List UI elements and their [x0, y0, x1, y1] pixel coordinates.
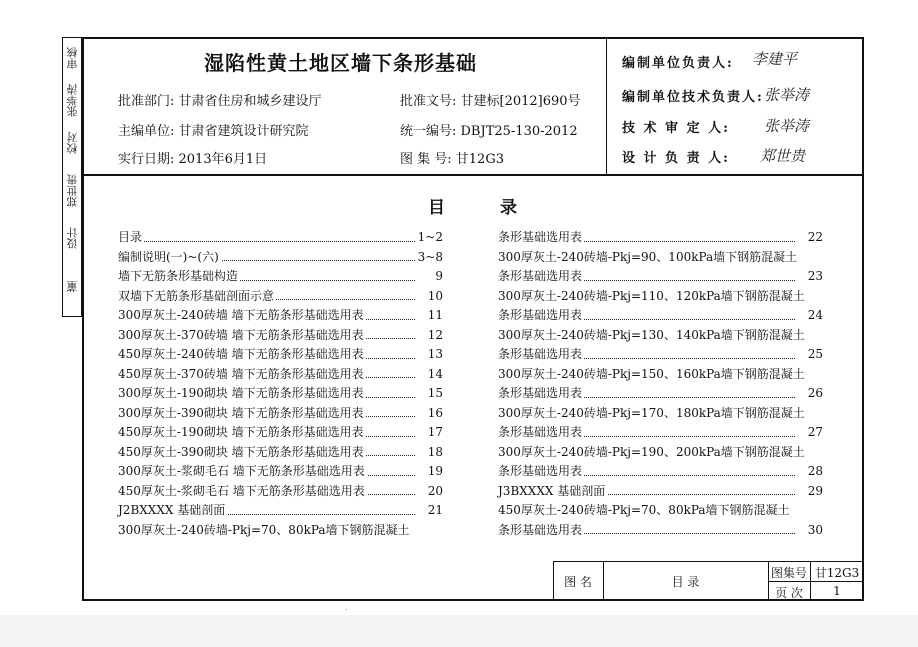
toc-entry-page: 27 — [795, 423, 823, 443]
toc-entry-title: 条形基础选用表 — [498, 308, 583, 322]
header-divider — [82, 174, 864, 176]
toc-entry-page: 13 — [415, 345, 443, 365]
page-number: 1 — [833, 584, 841, 598]
toc-heading-left: 目 — [428, 198, 445, 218]
toc-entry — [498, 365, 823, 385]
toc-entry-title: 条形基础选用表 — [498, 230, 583, 244]
toc-entry-title: 条形基础选用表 — [498, 347, 583, 361]
toc-entry — [118, 404, 443, 424]
toc-entry-page: 17 — [415, 423, 443, 443]
toc-entry — [498, 404, 823, 424]
drawing-name: 目 录 — [671, 575, 700, 589]
toc-entry-title: 300厚灰土-240砖墙-Pkj=170、180kPa墙下钢筋混凝土 — [498, 405, 805, 420]
toc-entry-page: 10 — [415, 287, 443, 307]
signoff-label: 编制单位技术负责人: — [622, 90, 764, 105]
toc-entry — [118, 423, 443, 443]
toc-entry — [498, 501, 823, 521]
toc-entry-page: 19 — [415, 462, 443, 482]
toc-entry — [498, 306, 823, 326]
toc-entry-title: 条形基础选用表 — [498, 464, 583, 478]
toc-entry-title: 300厚灰土-浆砌毛石 墙下无筋条形基础选用表 — [118, 464, 365, 478]
toc-entry — [498, 462, 823, 482]
sidebar-design-signature: 董 — [66, 281, 79, 293]
implementation-date: 实行日期: 2013年6月1日 — [118, 152, 268, 167]
signoff-label: 编制单位负责人: — [622, 56, 734, 71]
toc-left-column — [118, 228, 443, 540]
toc-entry — [498, 267, 823, 287]
signoff-signature: 张举涛 — [764, 117, 810, 135]
atlas-number: 图 集 号: 甘12G3 — [400, 152, 504, 167]
toc-entry — [498, 345, 823, 365]
toc-entry — [498, 287, 823, 307]
toc-entry — [118, 365, 443, 385]
toc-entry-title: 条形基础选用表 — [498, 386, 583, 400]
toc-entry-title: 450厚灰土-190砌块 墙下无筋条形基础选用表 — [118, 425, 364, 439]
toc-entry — [498, 443, 823, 463]
toc-entry-title: 300厚灰土-240砖墙-Pkj=70、80kPa墙下钢筋混凝土 — [118, 522, 410, 537]
toc-entry-page: 23 — [795, 267, 823, 287]
drawing-title: 湿陷性黄土地区墙下条形基础 — [204, 51, 477, 75]
toc-entry-page: 9 — [415, 267, 443, 287]
atlas-no-label: 图集号 — [770, 566, 807, 580]
toc-entry — [118, 306, 443, 326]
toc-entry — [118, 228, 443, 248]
toc-entry-page: 16 — [415, 404, 443, 424]
toc-entry-page: 18 — [415, 443, 443, 463]
page-label: 页 次 — [775, 586, 803, 600]
toc-entry — [498, 384, 823, 404]
toc-leader-dots — [118, 241, 415, 242]
toc-entry-title: 300厚灰土-370砖墙 墙下无筋条形基础选用表 — [118, 327, 364, 342]
toc-entry-title: 墙下无筋条形基础构造 — [118, 269, 239, 283]
toc-right-column — [498, 228, 823, 540]
toc-entry — [118, 501, 443, 521]
toc-entry-page: 29 — [795, 482, 823, 502]
toc-entry-title: 300厚灰土-240砖墙-Pkj=90、100kPa墙下钢筋混凝土 — [498, 249, 798, 264]
toc-entry-page: 11 — [415, 306, 443, 326]
toc-entry — [118, 384, 443, 404]
signoff-label: 设 计 负 责 人: — [622, 151, 730, 166]
toc-entry-page: 12 — [415, 326, 443, 346]
toc-entry — [498, 326, 823, 346]
signoff-signature: 李建平 — [752, 50, 798, 68]
toc-entry-page: 26 — [795, 384, 823, 404]
toc-entry-page: 14 — [415, 365, 443, 385]
toc-entry-page: 22 — [795, 228, 823, 248]
toc-entry — [498, 228, 823, 248]
toc-entry — [118, 345, 443, 365]
toc-entry-title: 300厚灰土-240砖墙-Pkj=150、160kPa墙下钢筋混凝土 — [498, 366, 805, 381]
toc-entry-title: 300厚灰土-190砌块 墙下无筋条形基础选用表 — [118, 386, 364, 400]
signoff-signature: 张举涛 — [764, 86, 810, 104]
approval-sidebar — [62, 37, 82, 317]
toc-entry — [498, 248, 823, 268]
toc-entry — [118, 267, 443, 287]
scan-background — [0, 615, 918, 647]
toc-entry-page: 20 — [415, 482, 443, 502]
toc-entry-page: 24 — [795, 306, 823, 326]
toc-entry-title: 450厚灰土-240砖墙-Pkj=70、80kPa墙下钢筋混凝土 — [498, 503, 790, 517]
toc-entry-page: 25 — [795, 345, 823, 365]
toc-entry — [118, 248, 443, 268]
toc-entry — [498, 423, 823, 443]
toc-entry — [118, 482, 443, 502]
sidebar-review-label: 审核 — [66, 47, 79, 69]
atlas-no-value: 甘12G3 — [814, 566, 860, 580]
toc-entry-title: 300厚灰土-240砖墙-Pkj=130、140kPa墙下钢筋混凝土 — [498, 327, 805, 342]
toc-entry-title: 条形基础选用表 — [498, 425, 583, 439]
toc-entry-title: 目录 — [118, 230, 143, 244]
sidebar-proof-label: 校对 — [66, 132, 79, 154]
toc-entry — [118, 287, 443, 307]
unified-number: 统一编号: DBJT25-130-2012 — [400, 124, 578, 139]
toc-entry-title: 300厚灰土-240砖墙-Pkj=110、120kPa墙下钢筋混凝土 — [498, 288, 805, 303]
signoff-label: 技 术 审 定 人: — [622, 121, 730, 136]
drawing-name-label: 图 名 — [564, 575, 592, 589]
toc-entry — [118, 326, 443, 346]
titleblock-top-line — [553, 561, 864, 562]
titleblock-mid-line — [768, 581, 864, 582]
toc-entry-title: 300厚灰土-390砌块 墙下无筋条形基础选用表 — [118, 405, 364, 420]
toc-entry — [118, 462, 443, 482]
toc-entry-page: 3~8 — [415, 248, 443, 268]
toc-entry-title: 300厚灰土-240砖墙 墙下无筋条形基础选用表 — [118, 308, 364, 322]
toc-entry-page: 21 — [415, 501, 443, 521]
toc-entry-page: 28 — [795, 462, 823, 482]
toc-entry-title: 450厚灰土-370砖墙 墙下无筋条形基础选用表 — [118, 366, 364, 381]
toc-entry-title: 编制说明(一)~(六) — [118, 249, 219, 264]
toc-entry-title: 双墙下无筋条形基础剖面示意 — [118, 288, 275, 303]
sidebar-review-signature: 张举涛 — [66, 84, 79, 117]
editor-unit: 主编单位: 甘肃省建筑设计研究院 — [118, 124, 309, 139]
toc-entry — [498, 521, 823, 541]
signoff-signature: 郑世贵 — [760, 147, 806, 165]
scan-speck — [346, 609, 347, 610]
toc-entry-title: J3BXXXX 基础剖面 — [498, 483, 606, 498]
toc-entry — [118, 443, 443, 463]
toc-entry-title: 450厚灰土-240砖墙 墙下无筋条形基础选用表 — [118, 347, 364, 361]
toc-entry-title: 300厚灰土-240砖墙-Pkj=190、200kPa墙下钢筋混凝土 — [498, 444, 805, 459]
toc-entry-page: 30 — [795, 521, 823, 541]
toc-entry — [118, 521, 443, 541]
toc-entry — [498, 482, 823, 502]
toc-entry-title: 450厚灰土-390砌块 墙下无筋条形基础选用表 — [118, 444, 364, 459]
toc-entry-title: 条形基础选用表 — [498, 522, 583, 537]
toc-heading-right: 录 — [500, 198, 517, 218]
toc-entry-title: J2BXXXX 基础剖面 — [118, 503, 226, 517]
toc-entry-page: 1~2 — [415, 228, 443, 248]
toc-entry-title: 450厚灰土-浆砌毛石 墙下无筋条形基础选用表 — [118, 483, 365, 498]
sidebar-design-label: 设计 — [66, 227, 79, 249]
approval-dept: 批准部门: 甘肃省住房和城乡建设厅 — [118, 94, 322, 109]
toc-entry-title: 条形基础选用表 — [498, 269, 583, 283]
sidebar-proof-signature: 郑世贵 — [66, 174, 79, 207]
toc-entry-page: 15 — [415, 384, 443, 404]
approval-doc: 批准文号: 甘建标[2012]690号 — [400, 94, 581, 109]
header-vertical-divider — [606, 37, 607, 175]
